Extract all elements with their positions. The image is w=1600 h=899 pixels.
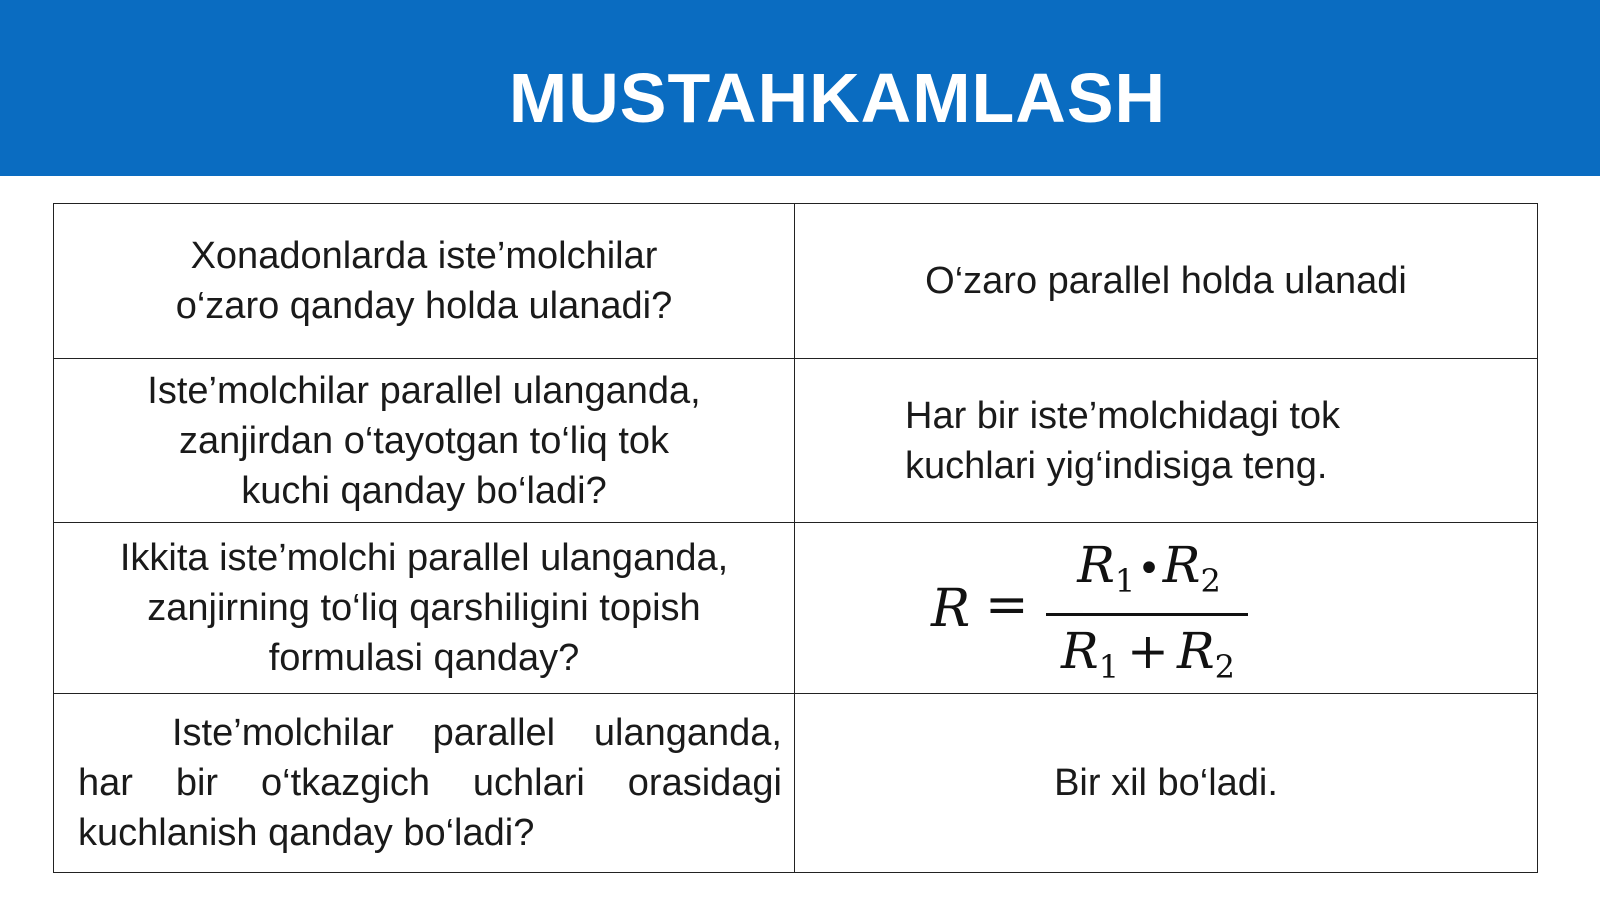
question-line: Ikkita iste’molchi parallel ulanganda,: [119, 537, 729, 579]
question-cell: [54, 694, 795, 873]
table-row: [54, 359, 1538, 523]
answer-cell: [795, 694, 1538, 873]
formula-numerator: [1049, 535, 1249, 611]
formula-symbol: R: [1176, 622, 1215, 680]
question-line: formulasi qanday?: [268, 637, 580, 679]
formula-operator: +: [1127, 622, 1169, 680]
answer-line: kuchlari yig‘indisiga teng.: [905, 444, 1328, 487]
formula-subscript: 1: [1098, 648, 1120, 686]
answer-cell: [795, 523, 1538, 694]
question-cell: [54, 523, 795, 694]
question-line: Xonadonlarda iste’molchilar: [190, 235, 658, 277]
formula-denominator: [1043, 621, 1253, 697]
answer-line: O‘zaro parallel holda ulanadi: [925, 260, 1407, 302]
parallel-resistance-formula: [931, 523, 1271, 694]
fraction-bar: [1046, 613, 1248, 616]
formula-subscript: 2: [1200, 562, 1221, 600]
question-line: Iste’molchilar parallel ulanganda,: [147, 369, 701, 412]
answer-line: Har bir iste’molchidagi tok: [905, 394, 1341, 437]
formula-lhs: R: [931, 579, 971, 639]
question-cell: [54, 359, 795, 523]
qa-table: [53, 203, 1538, 873]
title-banner: [0, 0, 1600, 176]
question-text: Iste’molchilar parallel ulanganda, har bir o‘tkazgich uchlari orasidagi kuchlanish qanday bo‘ladi?: [78, 712, 782, 854]
table-row: [54, 204, 1538, 359]
question-cell: [54, 204, 795, 359]
formula-symbol: R: [1061, 622, 1099, 680]
table-row: [54, 694, 1538, 873]
formula-operator: •: [1137, 546, 1161, 592]
question-line: zanjirdan o‘tayotgan to‘liq tok: [178, 419, 670, 462]
formula-subscript: 1: [1114, 562, 1136, 600]
question-line: zanjirning to‘liq qarshiligini topish: [147, 587, 701, 629]
slide-title: MUSTAHKAMLASH: [508, 59, 1167, 137]
table-row: [54, 523, 1538, 694]
formula-equals: =: [985, 575, 1029, 635]
question-line: o‘zaro qanday holda ulanadi?: [175, 285, 673, 327]
answer-cell: [795, 204, 1538, 359]
formula-symbol: R: [1162, 536, 1201, 594]
answer-cell: [795, 359, 1538, 523]
formula-subscript: 2: [1214, 648, 1235, 686]
question-line: kuchi qanday bo‘ladi?: [241, 469, 607, 512]
answer-line: Bir xil bo‘ladi.: [1054, 762, 1278, 804]
formula-symbol: R: [1077, 536, 1115, 594]
